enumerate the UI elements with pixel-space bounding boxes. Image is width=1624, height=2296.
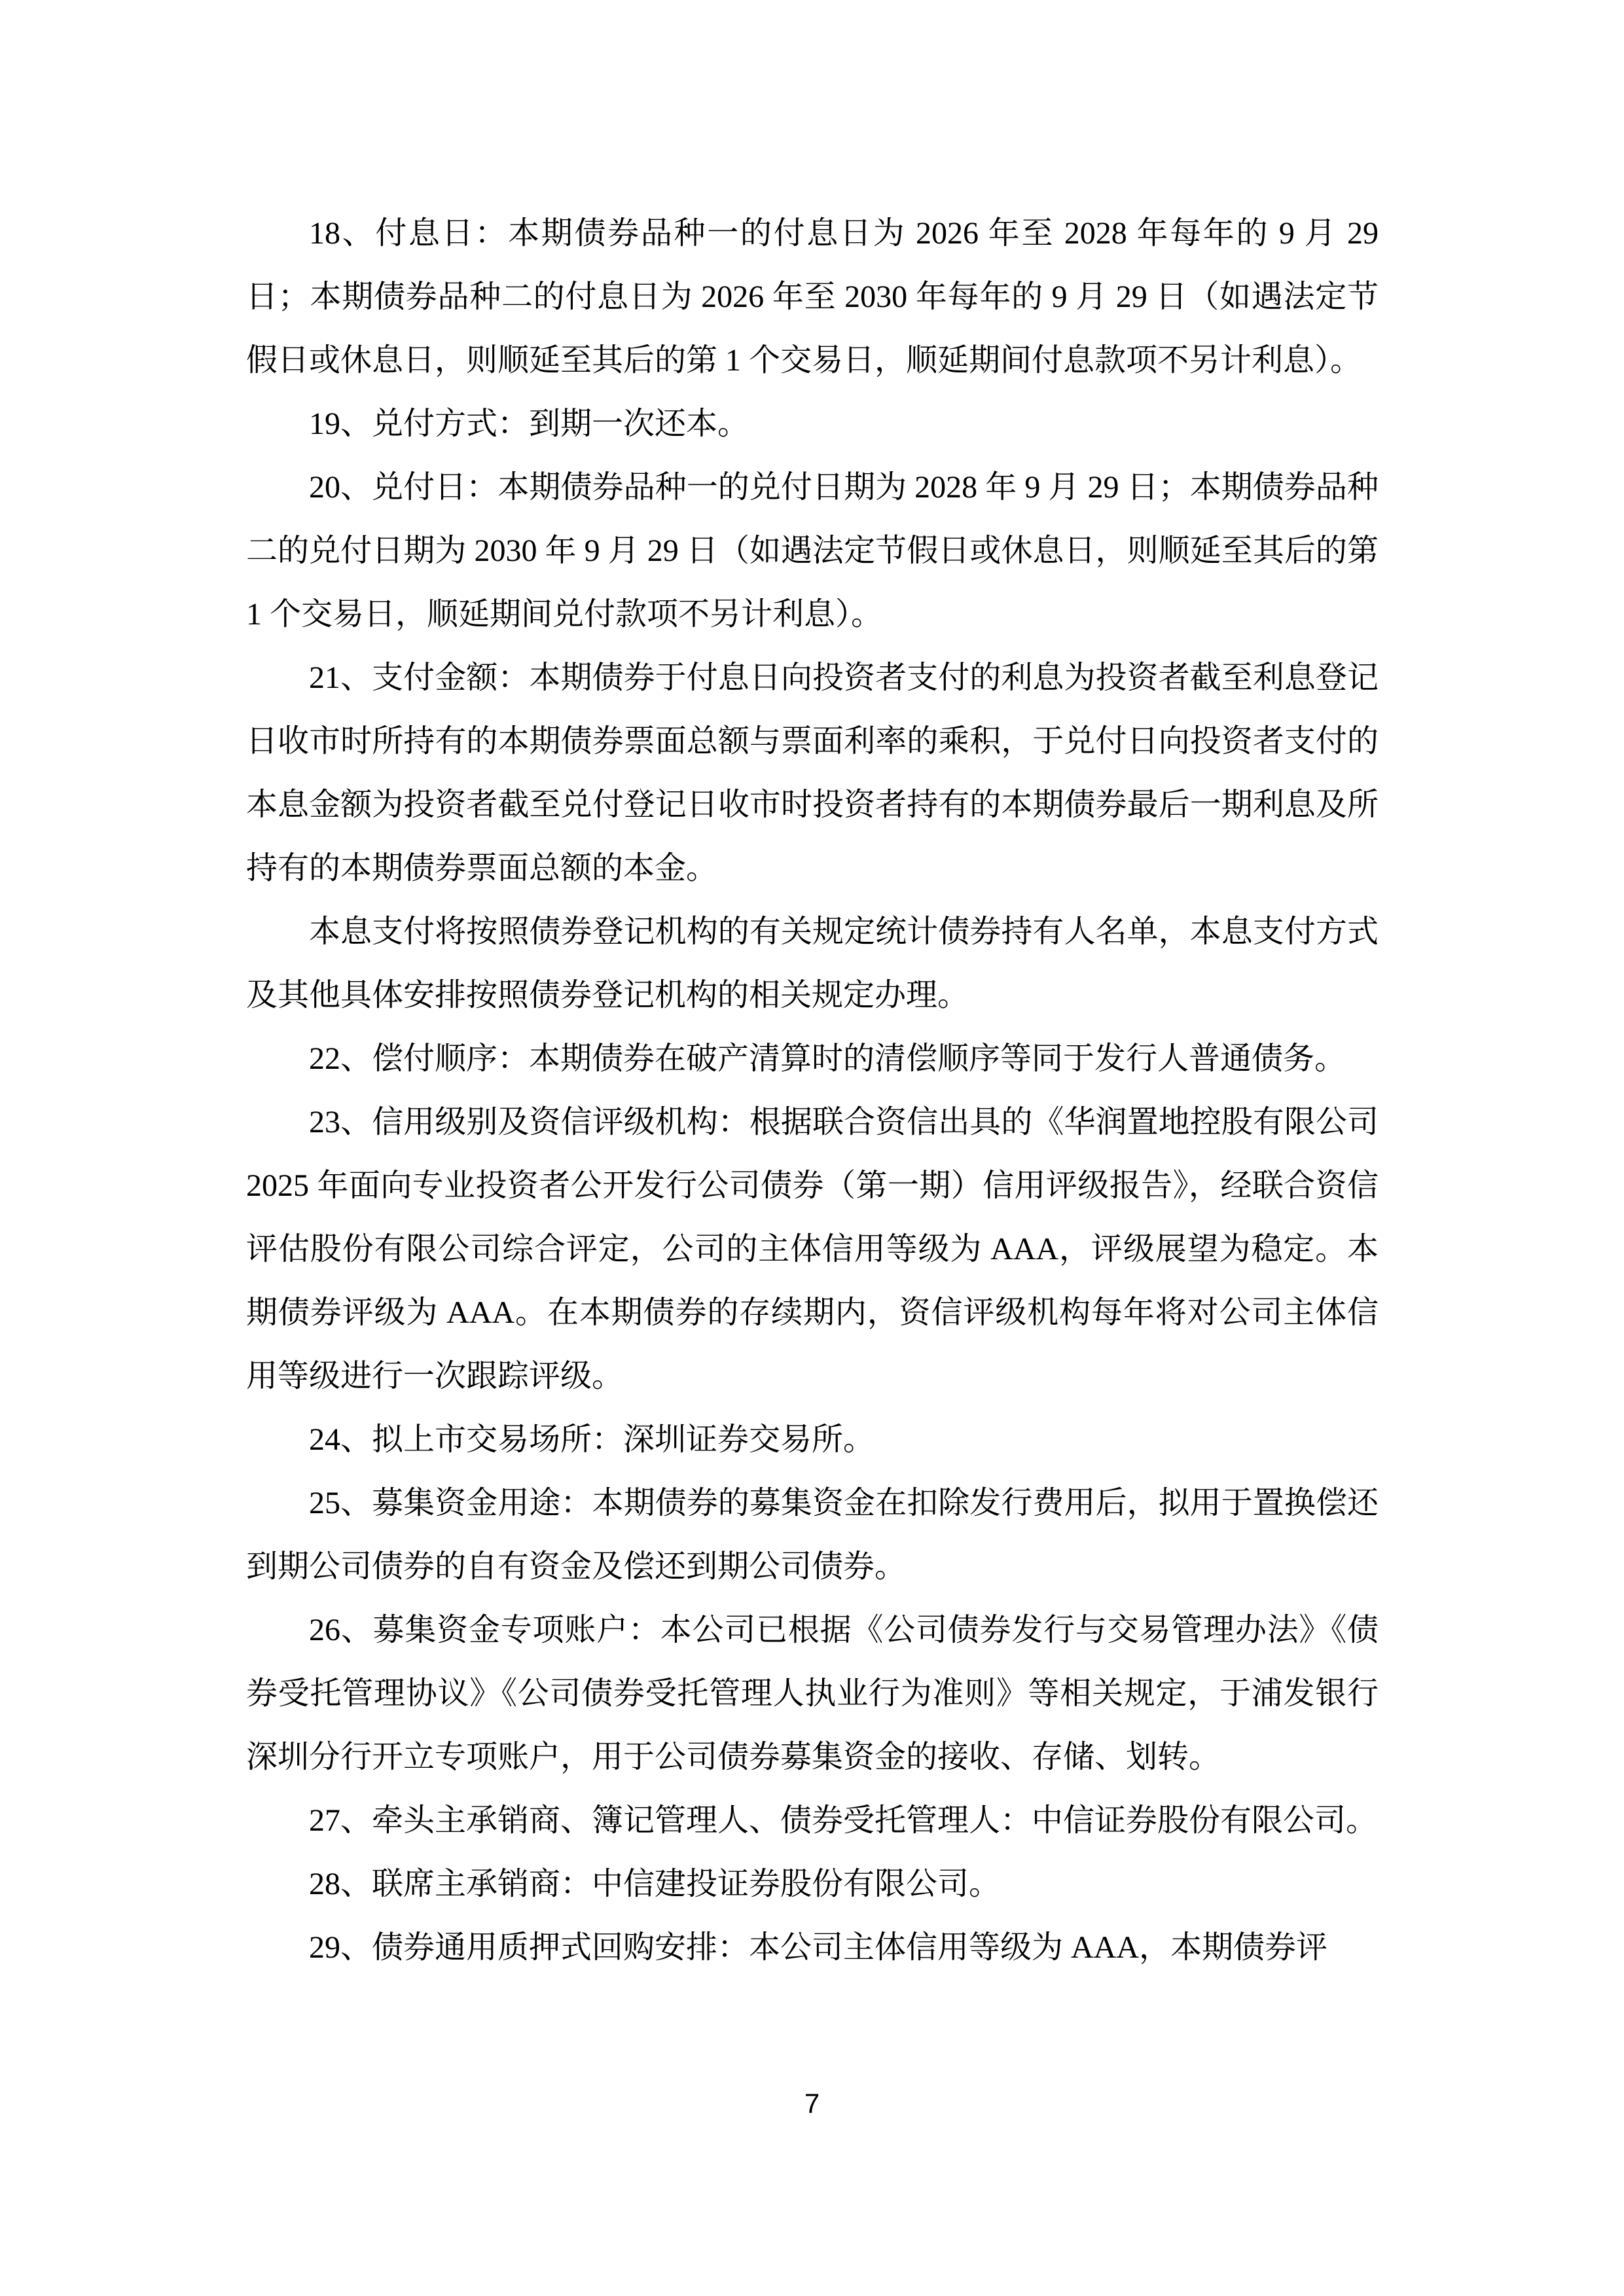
paragraph: 21、支付金额：本期债券于付息日向投资者支付的利息为投资者截至利息登记日收市时所持有的本期债券票面总额与票面利率的乘积，于兑付日向投资者支付的本息金额为投资者截至兑付登记日收市时投资者持有的本期债券最后一期利息及所持有的本期债券票面总额的本金。 [246, 660, 1379, 886]
paragraph: 22、偿付顺序：本期债券在破产清算时的清偿顺序等同于发行人普通债务。 [309, 1041, 1346, 1076]
page-footer [0, 2088, 1624, 2119]
paragraph: 28、联席主承销商：中信建投证券股份有限公司。 [309, 1867, 1001, 1901]
paragraph: 29、债券通用质押式回购安排：本公司主体信用等级为 AAA，本期债券评 [309, 1930, 1327, 1965]
page-number: 7 [804, 2088, 820, 2119]
paragraph: 26、募集资金专项账户：本公司已根据《公司债券发行与交易管理办法》《债券受托管理协议》《公司债券受托管理人执业行为准则》等相关规定，于浦发银行深圳分行开立专项账户，用于公司债券募集资金的接收、存储、划转。 [246, 1613, 1379, 1774]
document-body [246, 0, 1379, 1979]
paragraph: 20、兑付日：本期债券品种一的兑付日期为 2028 年 9 月 29 日；本期债券品种二的兑付日期为 2030 年 9 月 29 日（如遇法定节假日或休息日，则顺延至其后的第 1 个交易日，顺延期间兑付款项不另计利息）。 [246, 470, 1379, 632]
paragraph: 25、募集资金用途：本期债券的募集资金在扣除发行费用后，拟用于置换偿还到期公司债券的自有资金及偿还到期公司债券。 [246, 1486, 1379, 1584]
paragraph: 18、付息日：本期债券品种一的付息日为 2026 年至 2028 年每年的 9 月 29 日；本期债券品种二的付息日为 2026 年至 2030 年每年的 9 月 29 日（如遇法定节假日或休息日，则顺延至其后的第 1 个交易日，顺延期间付息款项不另计利息）。 [246, 216, 1379, 378]
paragraph: 23、信用级别及资信评级机构：根据联合资信出具的《华润置地控股有限公司 2025 年面向专业投资者公开发行公司债券（第一期）信用评级报告》，经联合资信评估股份有限公司综合评定，公司的主体信用等级为 AAA，评级展望为稳定。本期债券评级为 AAA。在本期债券的存续期内，资信评级机构每年将对公司主体信用等级进行一次跟踪评级。 [246, 1105, 1379, 1393]
paragraph: 24、拟上市交易场所：深圳证券交易所。 [309, 1422, 875, 1457]
paragraph: 27、牵头主承销商、簿记管理人、债券受托管理人：中信证券股份有限公司。 [309, 1803, 1378, 1838]
paragraph: 本息支付将按照债券登记机构的有关规定统计债券持有人名单，本息支付方式及其他具体安排按照债券登记机构的相关规定办理。 [246, 914, 1379, 1013]
paragraph: 19、兑付方式：到期一次还本。 [309, 406, 749, 441]
